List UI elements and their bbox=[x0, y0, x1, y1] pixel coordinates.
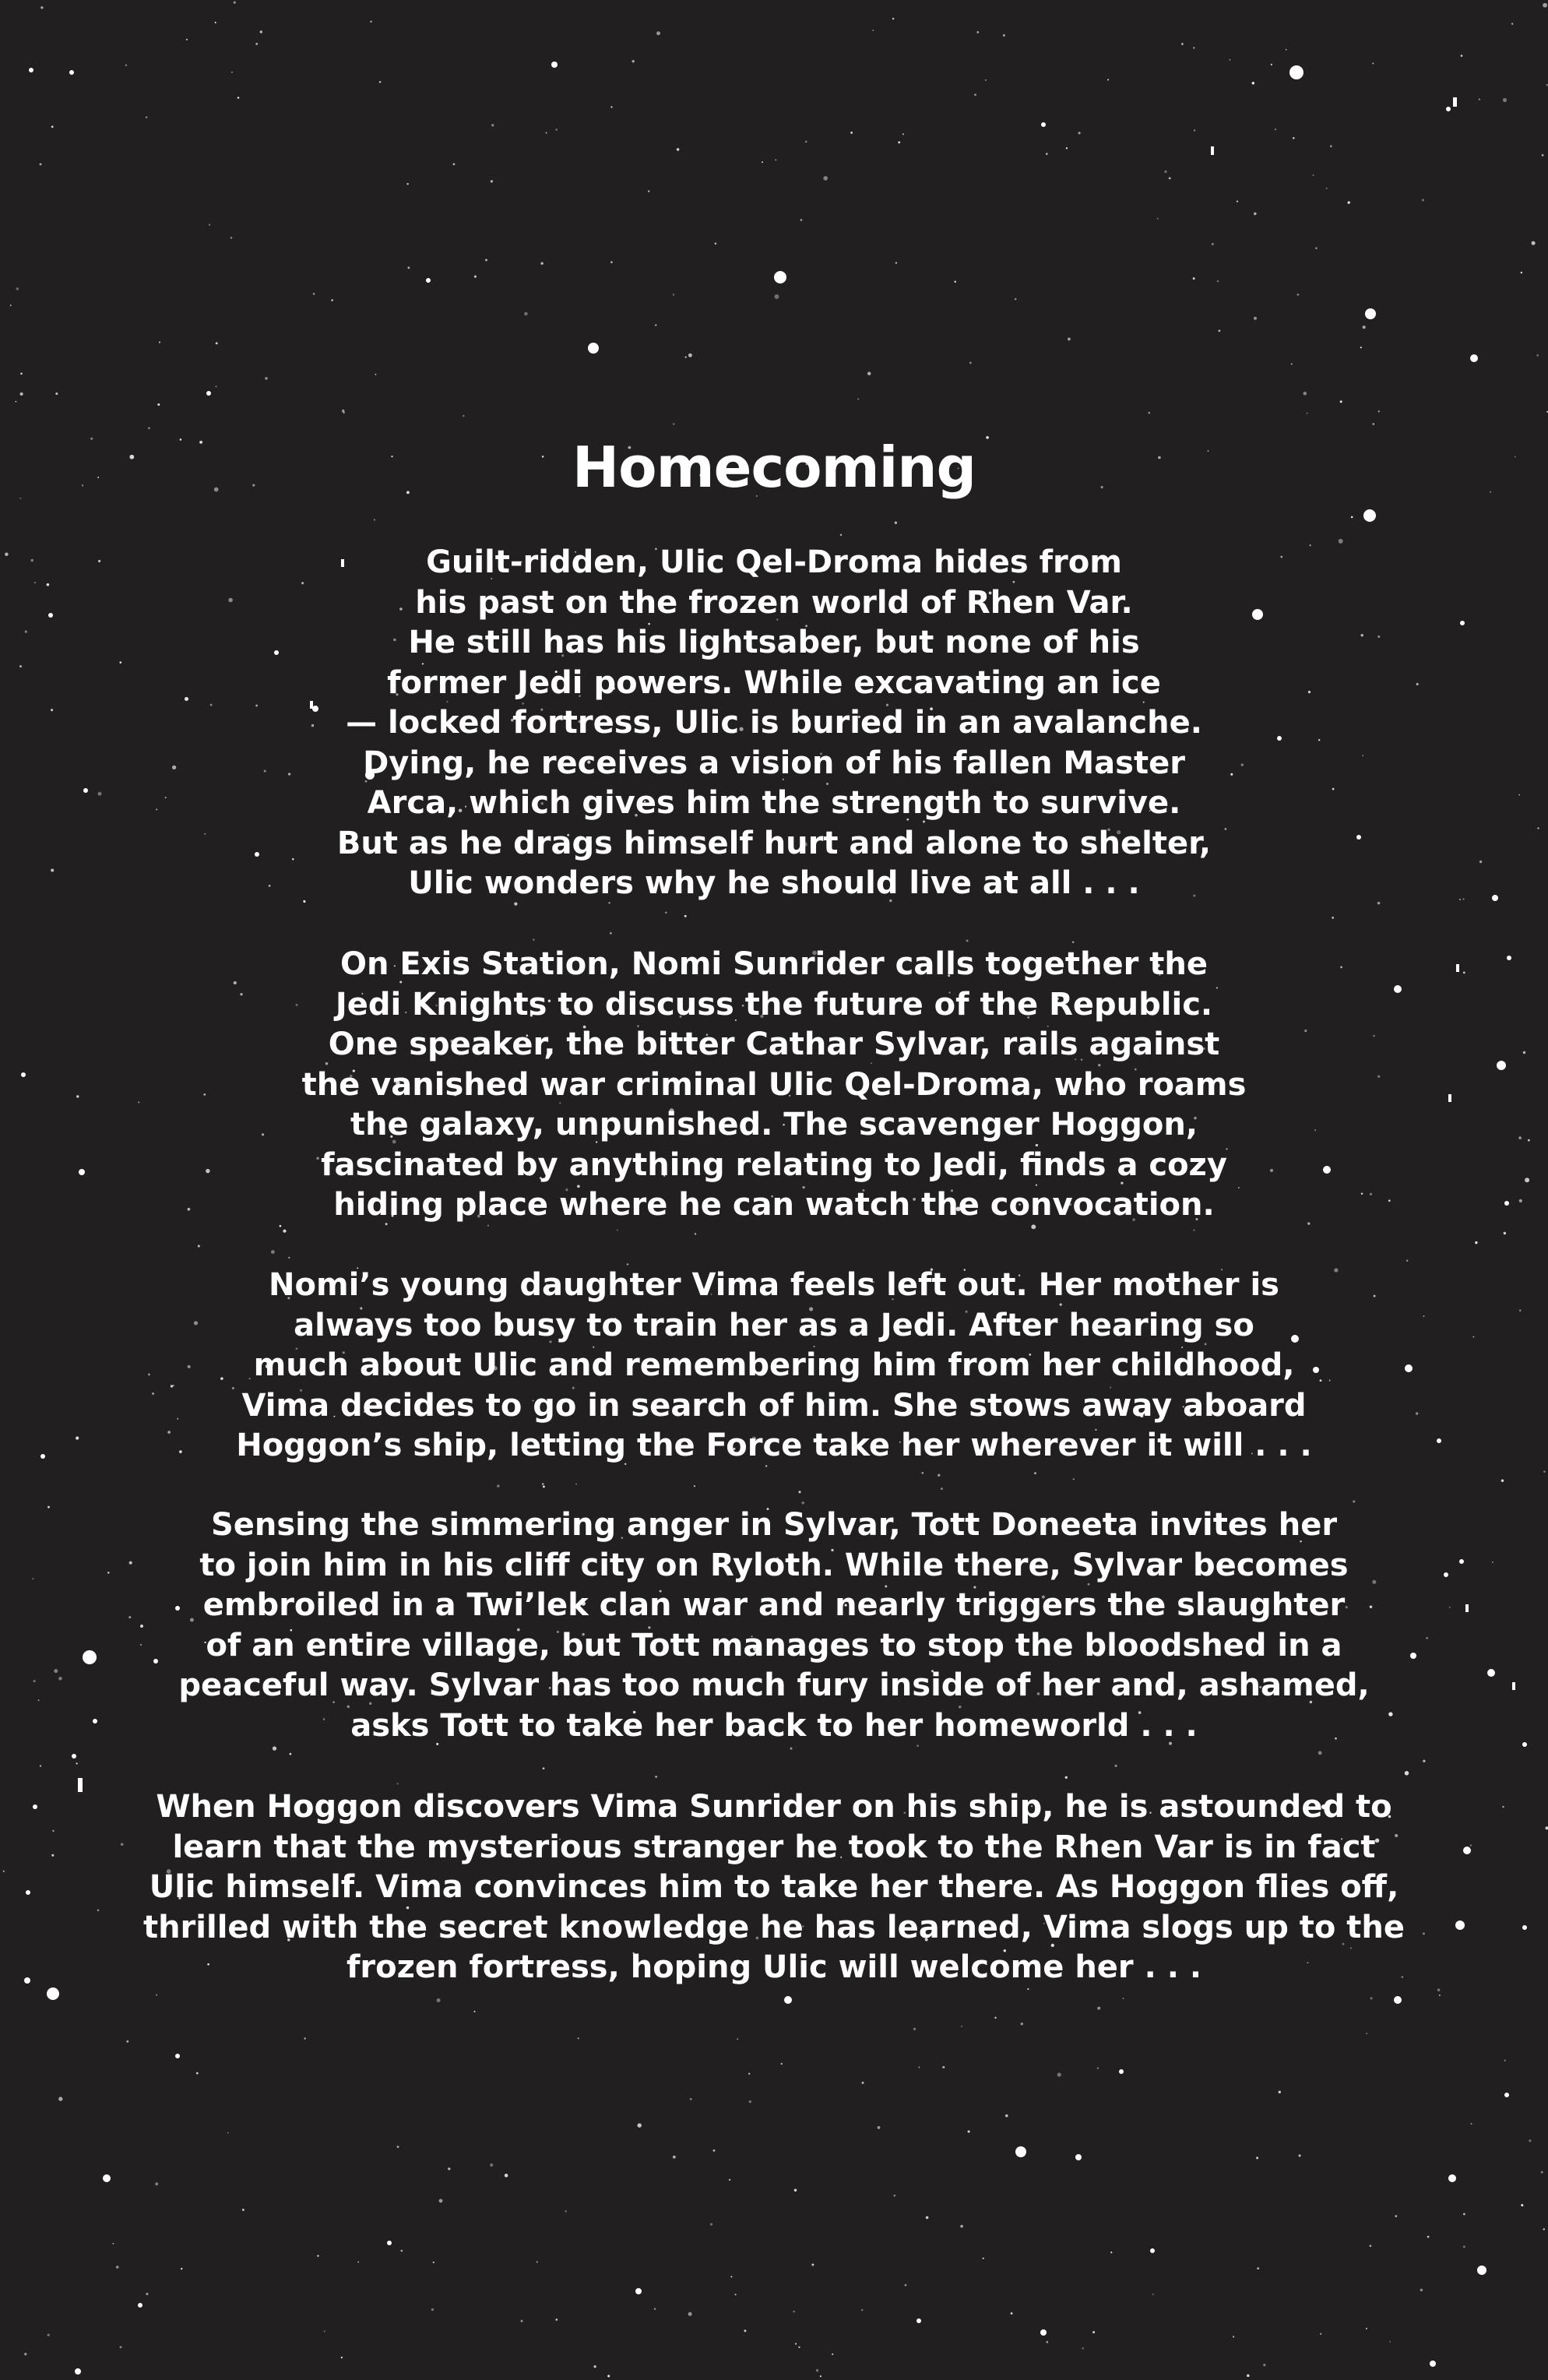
story-line: On Exis Station, Nomi Sunrider calls together the bbox=[340, 946, 1208, 982]
story-line: asks Tott to take her back to her homeworld . . . bbox=[350, 1707, 1198, 1744]
story-line: learn that the mysterious stranger he took to the Rhen Var is in fact bbox=[172, 1829, 1376, 1865]
story-line: peaceful way. Sylvar has too much fury inside of her and, ashamed, bbox=[178, 1667, 1370, 1703]
story-line: fascinated by anything relating to Jedi, finds a cozy bbox=[321, 1146, 1227, 1183]
story-line: Jedi Knights to discuss the future of the Republic. bbox=[335, 986, 1213, 1023]
story-line: his past on the frozen world of Rhen Var. bbox=[415, 584, 1133, 621]
story-line: of an entire village, but Tott manages to stop the bloodshed in a bbox=[206, 1627, 1342, 1664]
story-line: Ulic wonders why he should live at all . . . bbox=[408, 865, 1140, 901]
story-paragraph-3 bbox=[0, 1266, 1548, 1466]
story-line: Hoggon’s ship, letting the Force take her wherever it will . . . bbox=[236, 1428, 1312, 1463]
story-line: embroiled in a Twi’lek clan war and nearly triggers the slaughter bbox=[202, 1587, 1346, 1623]
story-line: Ulic himself. Vima convinces him to take her there. As Hoggon flies off, bbox=[149, 1869, 1399, 1905]
story-line: the vanished war criminal Ulic Qel-Droma, who roams bbox=[301, 1066, 1247, 1103]
story-line: frozen fortress, hoping Ulic will welcome her . . . bbox=[346, 1949, 1202, 1985]
story-line: the galaxy, unpunished. The scavenger Hoggon, bbox=[350, 1107, 1198, 1142]
story-line: One speaker, the bitter Cathar Sylvar, rails against bbox=[328, 1026, 1220, 1062]
story-line: Vima decides to go in search of him. She stows away aboard bbox=[241, 1387, 1307, 1424]
story-line: Dying, he receives a vision of his fallen Master bbox=[363, 745, 1185, 781]
story-line: former Jedi powers. While excavating an ice bbox=[387, 664, 1161, 701]
story-line: hiding place where he can watch the convocation. bbox=[333, 1187, 1215, 1223]
story-line: always too busy to train her as a Jedi. After hearing so bbox=[294, 1307, 1254, 1343]
story-line: Nomi’s young daughter Vima feels left out. Her mother is bbox=[269, 1267, 1279, 1303]
story-line: thrilled with the secret knowledge he has learned, Vima slogs up to the bbox=[142, 1909, 1406, 1945]
story-paragraph-5 bbox=[0, 1787, 1548, 1988]
story-line: to join him in his cliff city on Ryloth. While there, Sylvar becomes bbox=[199, 1547, 1349, 1583]
story-paragraph-1 bbox=[0, 543, 1548, 904]
story-line: much about Ulic and remembering him from her childhood, bbox=[253, 1347, 1295, 1383]
story-line: Sensing the simmering anger in Sylvar, Tott Doneeta invites her bbox=[210, 1507, 1338, 1543]
story-line: When Hoggon discovers Vima Sunrider on his ship, he is astounded to bbox=[156, 1789, 1392, 1825]
story-line: He still has his lightsaber, but none of his bbox=[408, 625, 1140, 660]
story-line: — locked fortress, Ulic is buried in an avalanche. bbox=[346, 705, 1202, 741]
story-line: Guilt-ridden, Ulic Qel-Droma hides from bbox=[426, 544, 1122, 580]
story-paragraph-4 bbox=[0, 1505, 1548, 1746]
story-line: But as he drags himself hurt and alone to shelter, bbox=[336, 825, 1212, 861]
page-title: Homecoming bbox=[572, 435, 976, 500]
story-paragraph-2 bbox=[0, 945, 1548, 1226]
story-line: Arca, which gives him the strength to survive. bbox=[367, 785, 1181, 821]
